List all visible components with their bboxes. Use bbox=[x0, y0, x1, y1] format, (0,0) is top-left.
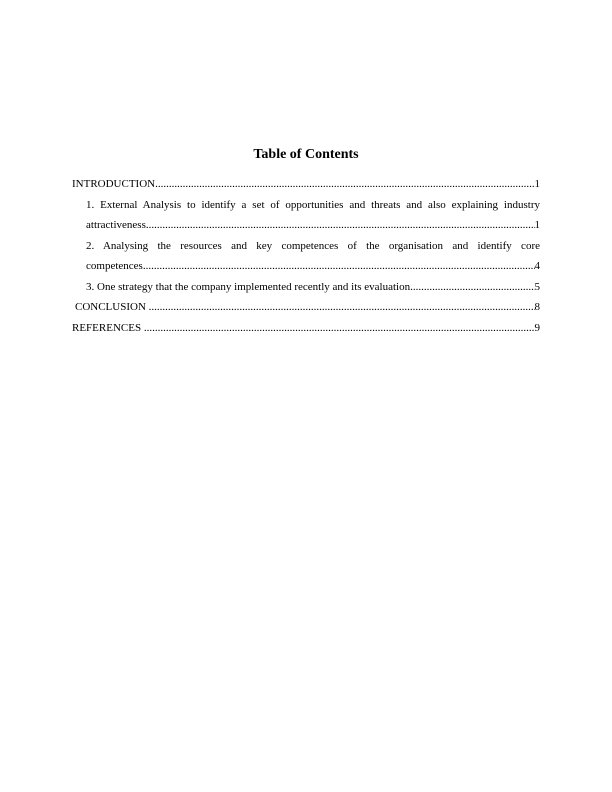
toc-entry-label-line2: competences bbox=[86, 260, 143, 272]
toc-page-number: 1 bbox=[534, 178, 540, 190]
toc-entry-references[interactable] bbox=[72, 318, 540, 339]
toc-entry-conclusion[interactable] bbox=[72, 297, 540, 318]
dot-leader bbox=[144, 318, 535, 339]
toc-entry-strategy[interactable] bbox=[72, 277, 540, 298]
dot-leader bbox=[146, 215, 535, 236]
dot-leader bbox=[155, 174, 534, 195]
toc-entry-label: CONCLUSION bbox=[75, 301, 149, 313]
dot-leader bbox=[143, 256, 535, 277]
toc-entry-label: INTRODUCTION bbox=[72, 178, 156, 190]
toc-page-number: 5 bbox=[534, 280, 540, 293]
toc-title: Table of Contents bbox=[253, 147, 359, 162]
toc-page-number: 9 bbox=[534, 321, 540, 334]
dot-leader bbox=[149, 297, 535, 318]
dot-leader bbox=[410, 277, 534, 298]
toc-entry-label: 3. One strategy that the company implemented recently and its evaluation bbox=[86, 280, 411, 293]
toc-page-number: 1 bbox=[534, 219, 540, 231]
toc-page-number: 8 bbox=[534, 301, 540, 313]
toc-entry-resources-competences[interactable] bbox=[72, 236, 540, 277]
toc-page-number: 4 bbox=[534, 260, 540, 272]
toc-entry-introduction[interactable] bbox=[72, 174, 540, 195]
table-of-contents bbox=[72, 174, 540, 338]
toc-entry-label: REFERENCES bbox=[72, 321, 144, 334]
toc-entry-label-line1: 2. Analysing the resources and key competences of the organisation and identify core bbox=[86, 239, 540, 252]
toc-entry-label-line1: 1. External Analysis to identify a set of opportunities and threats and also explaining industry bbox=[86, 198, 540, 211]
toc-entry-label-line2: attractiveness bbox=[86, 219, 146, 231]
toc-entry-external-analysis[interactable] bbox=[72, 195, 540, 236]
